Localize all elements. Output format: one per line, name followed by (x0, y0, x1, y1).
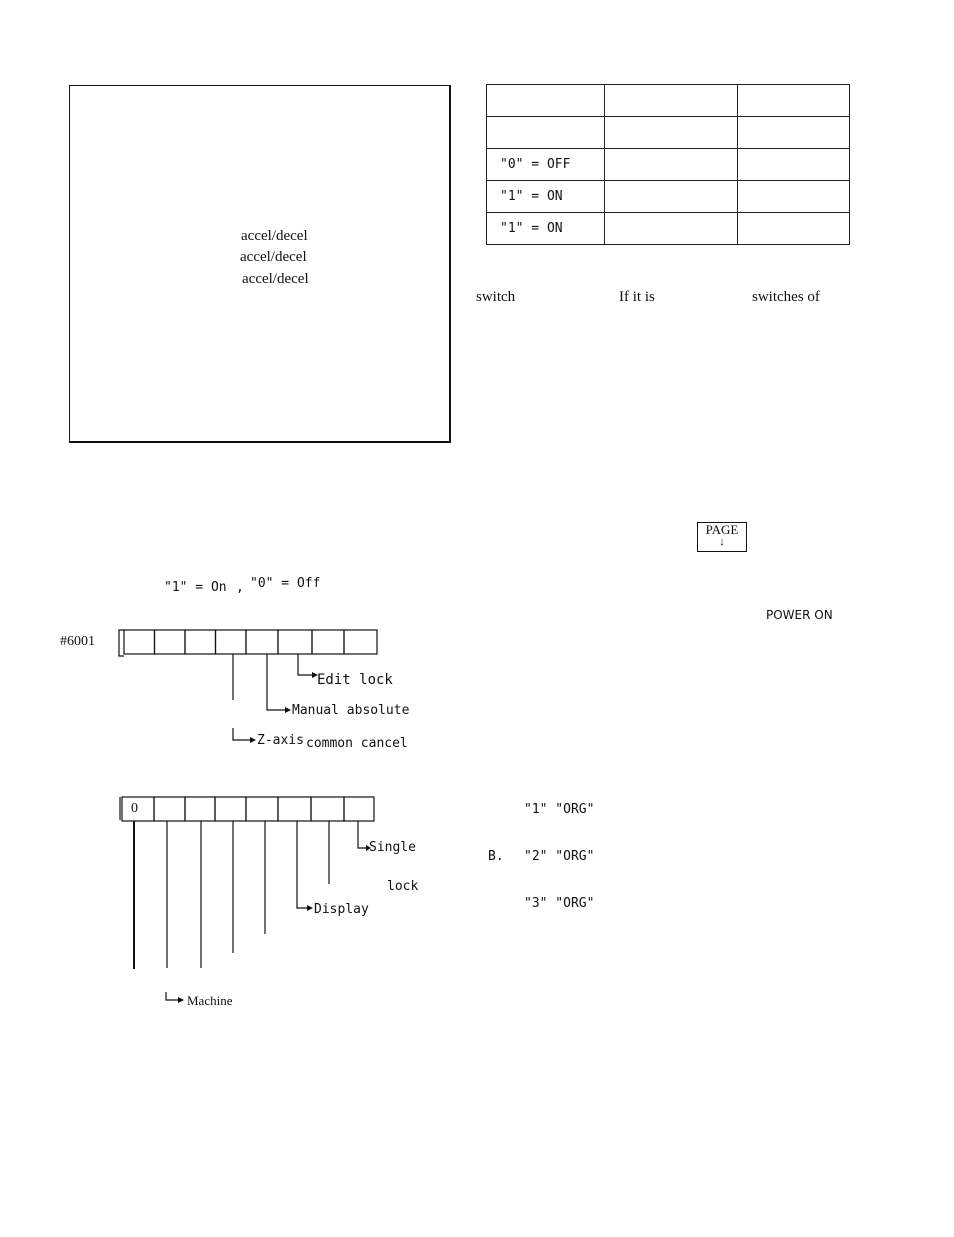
bit-box (154, 797, 185, 821)
org-item-2: "2" "ORG" (524, 849, 595, 864)
text-switches-of: switches of (752, 289, 820, 305)
text-if-it-is: If it is (619, 289, 655, 305)
bit-box (246, 630, 278, 654)
table-cell: "1" = ON (487, 181, 605, 213)
leader-z-axis (233, 728, 250, 740)
label-manual-absolute: Manual absolute (292, 703, 410, 718)
table-cell: "0" = OFF (487, 149, 605, 181)
bit-box (312, 630, 344, 654)
bit-box (278, 630, 312, 654)
legend-off: "0" = Off (250, 576, 321, 591)
down-arrow-icon: ↓ (719, 536, 725, 548)
first-bit-value: 0 (131, 801, 138, 816)
diagram-second-bits (120, 797, 374, 1000)
label-single: Single (369, 840, 416, 855)
arrowhead (307, 905, 313, 911)
bracket-left (119, 630, 124, 656)
list-marker-b: B. (488, 849, 504, 864)
org-item-1: "1" "ORG" (524, 802, 595, 817)
arrowhead (250, 737, 256, 743)
accel-decel-line-1: accel/decel (241, 228, 308, 244)
label-display: Display (314, 902, 369, 917)
bit-box (155, 630, 186, 654)
page-key-label: PAGE (705, 522, 739, 537)
arrowhead (285, 707, 291, 713)
bit-box (215, 797, 246, 821)
bit-box (124, 630, 155, 654)
legend-separator: , (236, 580, 244, 595)
param-number-6001: #6001 (60, 634, 95, 649)
arrowheads-second (178, 845, 371, 1003)
power-on-label: POWER ON (766, 608, 833, 622)
org-item-3: "3" "ORG" (524, 896, 595, 911)
bit-box (246, 797, 278, 821)
label-common-cancel: common cancel (306, 736, 408, 751)
arrowhead (178, 997, 184, 1003)
text-switch: switch (476, 289, 516, 305)
bit-box (216, 630, 247, 654)
leader-machine (166, 992, 178, 1000)
label-lock: lock (387, 879, 419, 894)
bit-box (185, 797, 215, 821)
bit-box (278, 797, 311, 821)
bit-box (344, 797, 374, 821)
bit-box (311, 797, 344, 821)
leader-edit-lock (298, 654, 312, 675)
leader-single (358, 821, 366, 848)
legend-on: "1" = On (164, 580, 227, 595)
label-edit-lock: Edit lock (317, 672, 393, 688)
leader-manual-absolute (267, 654, 285, 710)
table-cell: "1" = ON (487, 213, 605, 245)
accel-decel-line-3: accel/decel (242, 271, 309, 287)
leader-display (297, 821, 307, 908)
label-z-axis: Z-axis (257, 733, 304, 748)
accel-decel-line-2: accel/decel (240, 249, 307, 265)
label-machine: Machine (187, 993, 233, 1008)
bit-box (344, 630, 377, 654)
bit-box (185, 630, 216, 654)
bit-box (122, 797, 154, 821)
